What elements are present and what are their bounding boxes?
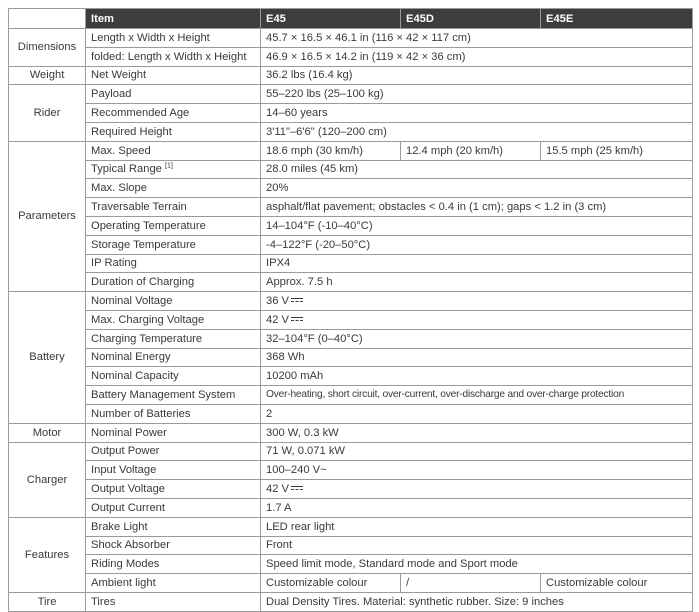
table-row <box>9 404 693 423</box>
item-label: Operating Temperature <box>86 216 261 235</box>
table-row <box>9 47 693 66</box>
direct-current-icon <box>291 297 303 303</box>
item-value: 45.7 × 16.5 × 46.1 in (116 × 42 × 117 cm) <box>261 29 693 48</box>
item-value: 55–220 lbs (25–100 kg) <box>261 85 693 104</box>
table-row <box>9 273 693 292</box>
table-row <box>9 66 693 85</box>
header-blank-cell <box>9 9 86 29</box>
item-value: 3'11"–6'6" (120–200 cm) <box>261 122 693 141</box>
item-label: Input Voltage <box>86 461 261 480</box>
item-value: 10200 mAh <box>261 367 693 386</box>
item-value: 300 W, 0.3 kW <box>261 423 693 442</box>
header-model-e45: E45 <box>261 9 401 29</box>
table-row <box>9 29 693 48</box>
item-label: Nominal Capacity <box>86 367 261 386</box>
item-label: Duration of Charging <box>86 273 261 292</box>
category-battery: Battery <box>9 292 86 424</box>
table-row <box>9 348 693 367</box>
value-e45d: / <box>401 574 541 593</box>
table-row <box>9 442 693 461</box>
value-e45: 18.6 mph (30 km/h) <box>261 141 401 160</box>
table-row <box>9 235 693 254</box>
item-value-text: 42 V <box>266 483 290 496</box>
item-value: -4–122°F (-20–50°C) <box>261 235 693 254</box>
header-item: Item <box>86 9 261 29</box>
item-value: IPX4 <box>261 254 693 273</box>
item-value: LED rear light <box>261 517 693 536</box>
table-row <box>9 160 693 179</box>
item-value: 20% <box>261 179 693 198</box>
value-e45: Customizable colour <box>261 574 401 593</box>
category-features: Features <box>9 517 86 592</box>
value-e45d: 12.4 mph (20 km/h) <box>401 141 541 160</box>
item-label: Number of Batteries <box>86 404 261 423</box>
specifications-table <box>8 8 693 612</box>
table-row <box>9 179 693 198</box>
table-row <box>9 254 693 273</box>
item-label: Ambient light <box>86 574 261 593</box>
item-label: Brake Light <box>86 517 261 536</box>
table-row <box>9 423 693 442</box>
item-value: 36.2 lbs (16.4 kg) <box>261 66 693 85</box>
table-row <box>9 329 693 348</box>
item-label: Output Power <box>86 442 261 461</box>
item-label: Output Voltage <box>86 480 261 499</box>
table-row <box>9 386 693 405</box>
table-row <box>9 141 693 160</box>
item-label-text: Typical Range <box>91 163 162 176</box>
item-value: Dual Density Tires. Material: synthetic rubber. Size: 9 inches <box>261 592 693 611</box>
item-label: Shock Absorber <box>86 536 261 555</box>
direct-current-icon <box>291 485 303 491</box>
item-value <box>261 310 693 329</box>
table-row <box>9 480 693 499</box>
category-parameters: Parameters <box>9 141 86 291</box>
item-label: Net Weight <box>86 66 261 85</box>
item-value: 368 Wh <box>261 348 693 367</box>
item-label: Storage Temperature <box>86 235 261 254</box>
item-value: 1.7 A <box>261 498 693 517</box>
item-value: Approx. 7.5 h <box>261 273 693 292</box>
item-value: Speed limit mode, Standard mode and Sport mode <box>261 555 693 574</box>
item-value <box>261 480 693 499</box>
table-row <box>9 292 693 311</box>
item-label <box>86 160 261 179</box>
item-label: IP Rating <box>86 254 261 273</box>
category-dimensions: Dimensions <box>9 29 86 67</box>
item-value: 46.9 × 16.5 × 14.2 in (119 × 42 × 36 cm) <box>261 47 693 66</box>
category-motor: Motor <box>9 423 86 442</box>
table-row <box>9 104 693 123</box>
item-value: 14–60 years <box>261 104 693 123</box>
item-label: Output Current <box>86 498 261 517</box>
item-label: Payload <box>86 85 261 104</box>
table-row <box>9 122 693 141</box>
value-e45e: Customizable colour <box>541 574 693 593</box>
table-row <box>9 574 693 593</box>
item-value: 14–104°F (-10–40°C) <box>261 216 693 235</box>
item-label: Max. Speed <box>86 141 261 160</box>
item-label: Nominal Power <box>86 423 261 442</box>
item-label: Battery Management System <box>86 386 261 405</box>
item-label: Traversable Terrain <box>86 198 261 217</box>
category-rider: Rider <box>9 85 86 141</box>
item-value: 28.0 miles (45 km) <box>261 160 693 179</box>
item-label: Charging Temperature <box>86 329 261 348</box>
item-label: Max. Slope <box>86 179 261 198</box>
header-model-e45d: E45D <box>401 9 541 29</box>
item-label: Required Height <box>86 122 261 141</box>
item-value: 100–240 V~ <box>261 461 693 480</box>
table-row <box>9 367 693 386</box>
item-value: 71 W, 0.071 kW <box>261 442 693 461</box>
value-e45e: 15.5 mph (25 km/h) <box>541 141 693 160</box>
item-value-text: 42 V <box>266 313 290 326</box>
table-row <box>9 461 693 480</box>
category-charger: Charger <box>9 442 86 517</box>
item-label: Max. Charging Voltage <box>86 310 261 329</box>
table-row <box>9 517 693 536</box>
category-tire: Tire <box>9 592 86 611</box>
item-label: Tires <box>86 592 261 611</box>
table-row <box>9 85 693 104</box>
category-weight: Weight <box>9 66 86 85</box>
item-label: Nominal Voltage <box>86 292 261 311</box>
item-value: 2 <box>261 404 693 423</box>
item-value: 32–104°F (0–40°C) <box>261 329 693 348</box>
table-row <box>9 498 693 517</box>
item-label: Length x Width x Height <box>86 29 261 48</box>
item-value: Over-heating, short circuit, over-current, over-discharge and over-charge protection <box>261 386 693 405</box>
header-model-e45e: E45E <box>541 9 693 29</box>
item-value <box>261 292 693 311</box>
table-row <box>9 198 693 217</box>
table-row <box>9 592 693 611</box>
item-value: Front <box>261 536 693 555</box>
item-value-text: 36 V <box>266 295 290 308</box>
item-label: Recommended Age <box>86 104 261 123</box>
item-label: Riding Modes <box>86 555 261 574</box>
item-label: Nominal Energy <box>86 348 261 367</box>
footnote-marker: [1] <box>165 162 173 170</box>
table-row <box>9 536 693 555</box>
table-row <box>9 310 693 329</box>
direct-current-icon <box>291 316 303 322</box>
table-row <box>9 216 693 235</box>
item-value: asphalt/flat pavement; obstacles < 0.4 in (1 cm); gaps < 1.2 in (3 cm) <box>261 198 693 217</box>
table-row <box>9 555 693 574</box>
header-row <box>9 9 693 29</box>
item-label: folded: Length x Width x Height <box>86 47 261 66</box>
